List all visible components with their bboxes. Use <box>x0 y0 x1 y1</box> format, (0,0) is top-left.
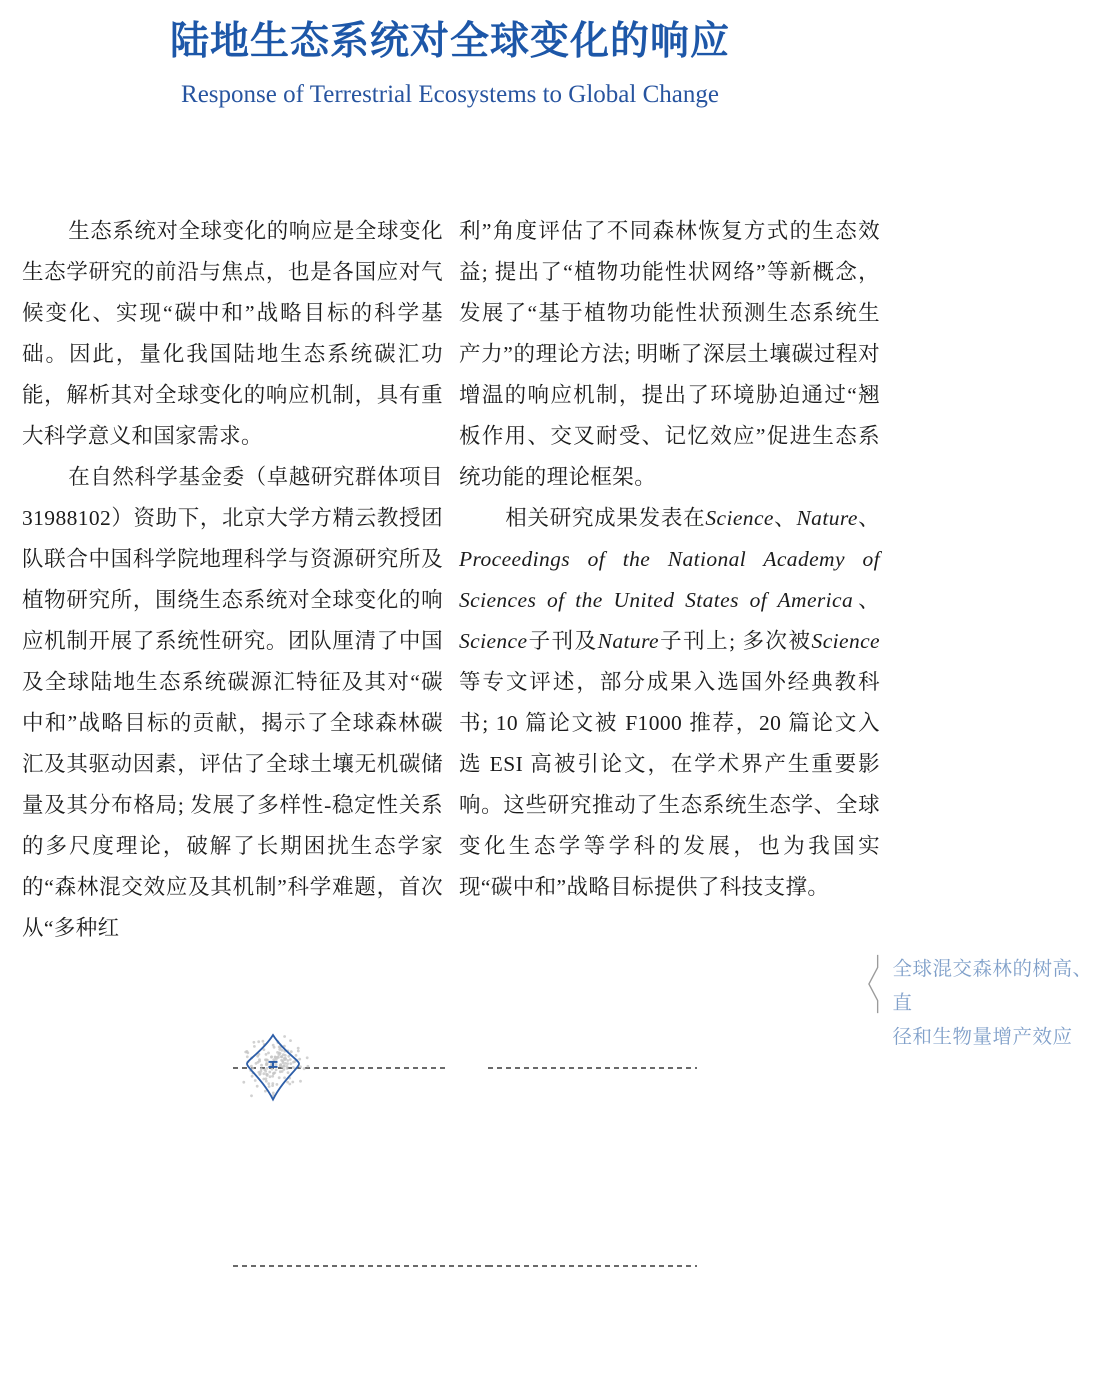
caption-line: 全球混交森林的树高、直 <box>892 958 1093 1014</box>
panel-a <box>233 1035 447 1100</box>
paragraph-1: 生态系统对全球变化的响应是全球变化生态学研究的前沿与焦点，也是各国应对气候变化、实现“碳中和”战略目标的科学基础。因此，量化我国陆地生态系统碳汇功能，解析其对全球变化的响应机制，具有重大科学意义和国家需求。 <box>22 219 443 448</box>
panel-b <box>488 1068 697 1266</box>
text-column-right <box>459 211 880 949</box>
violin-figure-svg <box>180 945 725 1400</box>
chevron-left-icon <box>866 952 882 1016</box>
figure-caption-text <box>893 952 1100 1054</box>
figure-caption <box>866 952 1100 1054</box>
paragraph-2: 在自然科学基金委（卓越研究群体项目 31988102）资助下，北京大学方精云教授团队联合中国科学院地理科学与资源研究所及植物研究所，围绕生态系统对全球变化的响应机制开展了系统性研究。团队厘清了中国及全球陆地生态系统碳源汇特征及其对“碳中和”战略目标的贡献，揭示了全球森林碳汇及其驱动因素，评估了全球土壤无机碳储量及其分布格局; 发展了多样性-稳定性关系的多尺度理论，破解了长期困扰生态学家的“森林混交效应及其机制”科学难题，首次从“多种红 <box>22 465 443 940</box>
figure-violin-plots <box>180 945 725 1400</box>
caption-line: 径和生物量增产效应 <box>892 1026 1073 1048</box>
text-column-left <box>22 211 443 949</box>
header <box>22 0 878 110</box>
page-title: 陆地生态系统对全球变化的响应 <box>169 20 730 63</box>
page-subtitle-en: Response of Terrestrial Ecosystems to Global Change <box>181 81 719 108</box>
paragraph-3: 相关研究成果发表在Science、Nature、Proceedings of the National Academy of Sciences of the United States of America、Science子刊及Nature子刊上; 多次被Science等专文评述，部分成果入选国外经典教科书; 10 篇论文被 F1000 推荐，20 篇论文入选 ESI 高被引论文，在学术界产生重要影响。这些研究推动了生态系统生态学、全球变化生态学等学科的发展，也为我国实现“碳中和”战略目标提供了科技支撑。 <box>459 506 881 899</box>
article-body <box>22 211 880 949</box>
paragraph-2-continued: 利”角度评估了不同森林恢复方式的生态效益; 提出了“植物功能性状网络”等新概念，发展了“基于植物功能性状预测生态系统生产力”的理论方法; 明晰了深层土壤碳过程对增温的响应机制，提出了环境胁迫通过“翘板作用、交叉耐受、记忆效应”促进生态系统功能的理论框架。 <box>459 219 880 489</box>
